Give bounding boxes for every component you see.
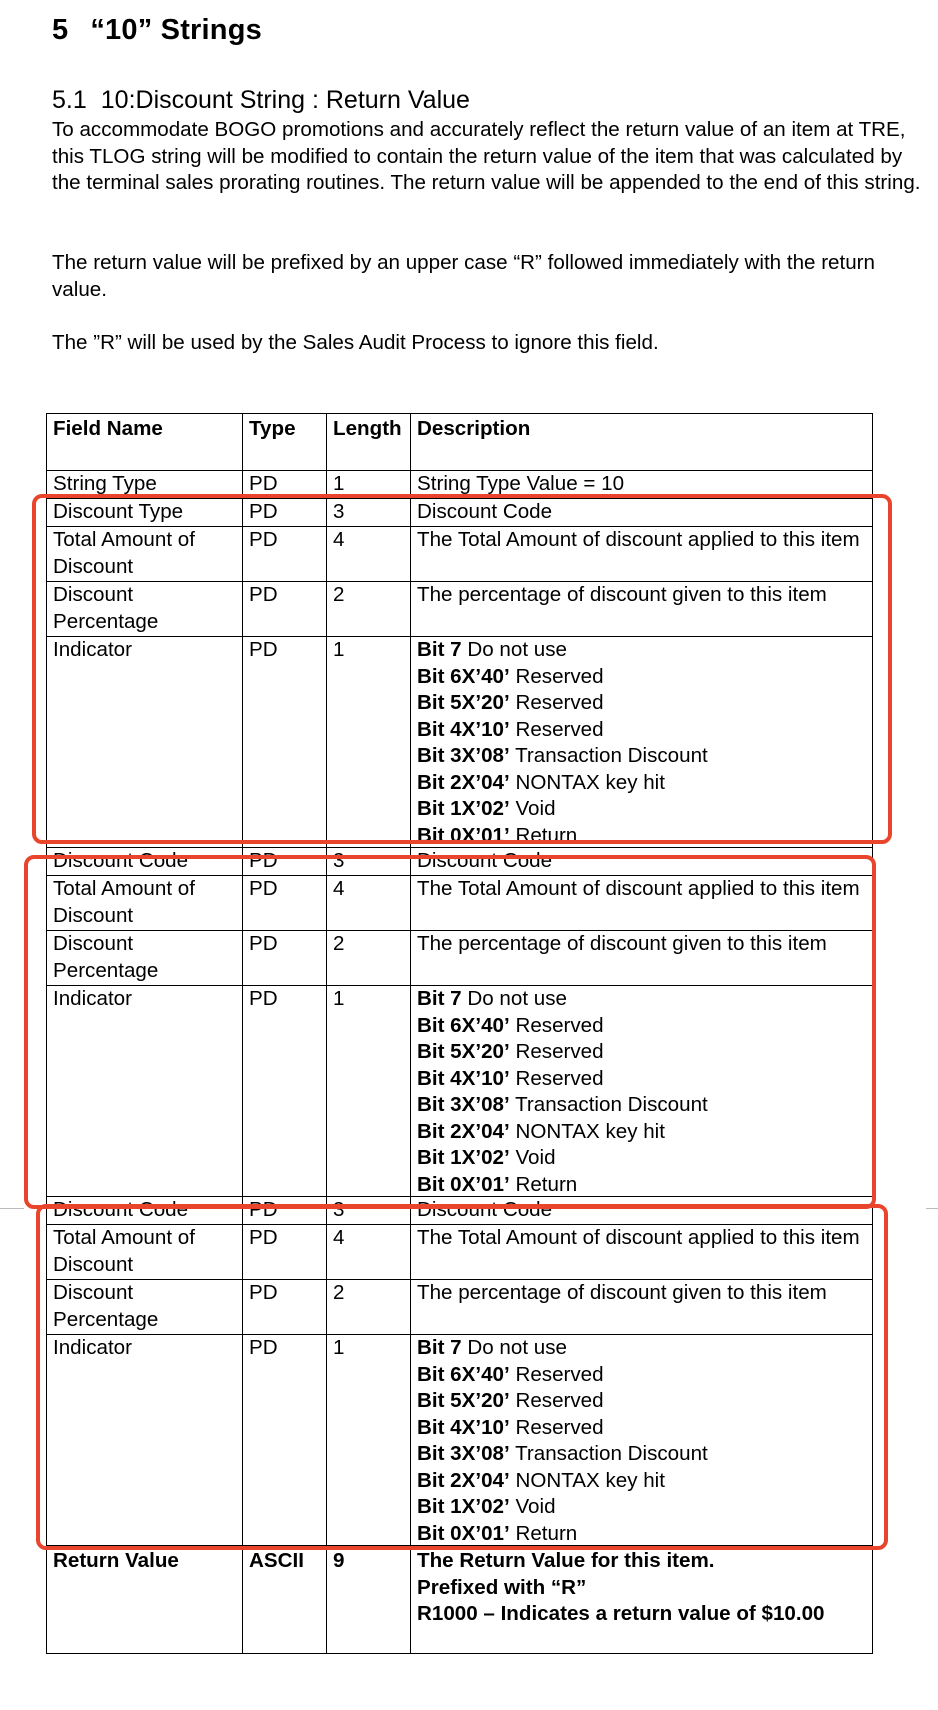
bit-meaning: Transaction Discount	[509, 1442, 708, 1465]
percentage-row	[47, 581, 872, 636]
bit-meaning: Do not use	[461, 638, 567, 661]
section-title: “10” Strings	[90, 14, 262, 46]
field-name-cell: Indicator	[53, 638, 132, 661]
field-name-cell: Discount Percentage	[53, 932, 159, 982]
field-name-cell: Discount Percentage	[53, 1281, 159, 1331]
field-name-cell: Indicator	[53, 1336, 132, 1359]
prefix-paragraph: The return value will be prefixed by an upper case “R” followed immediately with the return value.	[52, 251, 875, 301]
subsection-heading	[52, 86, 470, 115]
bit-label: Bit 1X’02’	[417, 1495, 510, 1518]
description-cell: The Total Amount of discount applied to this item	[410, 876, 871, 930]
length-cell: 3	[326, 848, 410, 875]
discount-code-row	[47, 498, 872, 526]
total-amount-row	[47, 526, 872, 581]
length-cell: 3	[326, 499, 410, 526]
bit-meaning: Reserved	[509, 1415, 604, 1439]
bit-label: Bit 1X’02’	[417, 1146, 510, 1169]
indicator-bit-line	[417, 717, 871, 744]
indicator-bit-line	[417, 1013, 871, 1040]
description-cell: Discount Code	[410, 499, 871, 526]
table-header-row	[47, 414, 872, 470]
header-length: Length	[326, 414, 410, 470]
bit-label: Bit 0X’01’	[417, 823, 510, 847]
indicator-bit-line	[417, 637, 871, 664]
return-desc-line: R1000 – Indicates a return value of $10.00	[417, 1602, 825, 1625]
bit-meaning: Reserved	[509, 1066, 604, 1090]
bit-meaning: Return	[509, 823, 578, 847]
bit-label: Bit 0X’01’	[417, 1521, 510, 1545]
return-value-row	[47, 1545, 872, 1653]
indicator-bit-line	[417, 1172, 871, 1197]
table-row	[47, 470, 872, 498]
header-type: Type	[242, 414, 326, 470]
total-amount-row	[47, 1224, 872, 1279]
bit-meaning: Void	[509, 1146, 556, 1169]
bit-label: Bit 2X’04’	[417, 1119, 510, 1143]
bit-label: Bit 7	[417, 638, 462, 661]
bit-label: Bit 5X’20’	[417, 1040, 510, 1063]
indicator-bit-line	[417, 664, 871, 691]
bit-label: Bit 3X’08’	[417, 1442, 510, 1465]
field-name-cell: Total Amount of Discount	[53, 1226, 195, 1276]
length-cell: 1	[326, 986, 410, 1196]
indicator-bit-line	[417, 743, 871, 770]
return-desc-line: Prefixed with “R”	[417, 1575, 587, 1599]
subsection-title: 10:Discount String : Return Value	[100, 86, 470, 114]
bit-meaning: Reserved	[509, 1389, 604, 1412]
type-cell: PD	[242, 637, 326, 847]
bit-meaning: Transaction Discount	[509, 744, 708, 767]
bit-label: Bit 3X’08’	[417, 1093, 510, 1116]
indicator-bit-line	[417, 1362, 871, 1389]
header-field-name: Field Name	[53, 417, 163, 440]
indicator-bit-line	[417, 690, 871, 717]
type-cell: PD	[242, 1225, 326, 1279]
section-heading	[52, 14, 262, 47]
description-cell: The percentage of discount given to this item	[410, 931, 871, 985]
discount-code-row	[47, 847, 872, 875]
length-cell: 4	[326, 876, 410, 930]
type-cell: PD	[242, 1197, 326, 1224]
description-cell	[410, 637, 871, 847]
bit-meaning: NONTAX key hit	[509, 1468, 665, 1492]
header-description: Description	[410, 414, 871, 470]
description-cell: The Total Amount of discount applied to this item	[410, 527, 871, 581]
bit-meaning: NONTAX key hit	[509, 770, 665, 794]
description-cell	[410, 1335, 871, 1545]
length-cell: 1	[326, 637, 410, 847]
type-cell: PD	[242, 986, 326, 1196]
field-name-cell: Total Amount of Discount	[53, 528, 195, 578]
length-cell: 2	[326, 1280, 410, 1334]
indicator-row	[47, 1334, 872, 1545]
bit-meaning: Do not use	[461, 1336, 567, 1359]
indicator-bit-line	[417, 823, 871, 848]
type-cell: PD	[242, 527, 326, 581]
indicator-bit-line	[417, 1335, 871, 1362]
indicator-row	[47, 636, 872, 847]
bit-label: Bit 4X’10’	[417, 1066, 510, 1090]
description-cell: Discount Code	[410, 848, 871, 875]
type-cell: PD	[242, 848, 326, 875]
intro-paragraph: To accommodate BOGO promotions and accurately reflect the return value of an item at TRE, this TLOG string will be modified to contain the return value of the item that was calculated by the terminal sales prorating routines. The return value will be appended to the end of this string.	[52, 118, 921, 194]
bit-meaning: Return	[509, 1521, 578, 1545]
type-cell: PD	[242, 931, 326, 985]
field-name-cell: Discount Percentage	[53, 583, 159, 633]
indicator-bit-line	[417, 770, 871, 797]
type-cell: ASCII	[242, 1546, 326, 1653]
indicator-bit-line	[417, 1415, 871, 1442]
field-name-cell: Total Amount of Discount	[53, 877, 195, 927]
indicator-bit-line	[417, 1066, 871, 1093]
description-cell	[410, 986, 871, 1196]
field-name-cell: Discount Code	[53, 1198, 189, 1221]
bit-meaning: Reserved	[509, 1040, 604, 1063]
field-name-cell: Return Value	[53, 1549, 179, 1572]
bit-label: Bit 2X’04’	[417, 770, 510, 794]
section-number: 5	[52, 14, 69, 46]
length-cell: 4	[326, 527, 410, 581]
field-name-cell: Discount Code	[53, 849, 189, 872]
indicator-bit-line	[417, 1092, 871, 1119]
discount-code-row	[47, 1196, 872, 1224]
bit-label: Bit 2X’04’	[417, 1468, 510, 1492]
indicator-bit-line	[417, 1494, 871, 1521]
bit-label: Bit 7	[417, 1336, 462, 1359]
bit-label: Bit 6X’40’	[417, 664, 510, 688]
indicator-bit-line	[417, 1039, 871, 1066]
bit-meaning: Void	[509, 1495, 556, 1518]
type-cell: PD	[242, 1280, 326, 1334]
description-cell: Discount Code	[410, 1197, 871, 1224]
bit-meaning: Reserved	[509, 664, 604, 688]
length-cell: 2	[326, 931, 410, 985]
bit-label: Bit 6X’40’	[417, 1013, 510, 1037]
length-cell: 1	[326, 1335, 410, 1545]
field-name-cell: String Type	[53, 472, 157, 495]
description-cell: The percentage of discount given to this item	[410, 582, 871, 636]
type-cell: PD	[242, 582, 326, 636]
type-cell: PD	[242, 471, 326, 498]
audit-paragraph: The ”R” will be used by the Sales Audit Process to ignore this field.	[52, 331, 659, 354]
bit-meaning: Reserved	[509, 1013, 604, 1037]
bit-meaning: Reserved	[509, 691, 604, 714]
length-cell: 1	[326, 471, 410, 498]
bit-label: Bit 5X’20’	[417, 691, 510, 714]
indicator-bit-line	[417, 1468, 871, 1495]
bit-meaning: NONTAX key hit	[509, 1119, 665, 1143]
subsection-number: 5.1	[52, 86, 87, 114]
bit-label: Bit 4X’10’	[417, 1415, 510, 1439]
field-name-cell: Indicator	[53, 987, 132, 1010]
percentage-row	[47, 1279, 872, 1334]
description-cell: The Total Amount of discount applied to this item	[410, 1225, 871, 1279]
length-cell: 2	[326, 582, 410, 636]
indicator-bit-line	[417, 1388, 871, 1415]
indicator-bit-line	[417, 1119, 871, 1146]
bit-label: Bit 7	[417, 987, 462, 1010]
bit-label: Bit 6X’40’	[417, 1362, 510, 1386]
bit-label: Bit 5X’20’	[417, 1389, 510, 1412]
indicator-bit-line	[417, 1441, 871, 1468]
indicator-bit-line	[417, 796, 871, 823]
indicator-bit-line	[417, 986, 871, 1013]
total-amount-row	[47, 875, 872, 930]
type-cell: PD	[242, 499, 326, 526]
type-cell: PD	[242, 1335, 326, 1545]
indicator-row	[47, 985, 872, 1196]
field-table	[46, 413, 873, 1654]
field-name-cell: Discount Type	[53, 500, 184, 523]
length-cell: 9	[326, 1546, 410, 1653]
bit-meaning: Reserved	[509, 1362, 604, 1386]
bit-meaning: Transaction Discount	[509, 1093, 708, 1116]
length-cell: 3	[326, 1197, 410, 1224]
description-cell: String Type Value = 10	[410, 471, 871, 498]
bit-label: Bit 4X’10’	[417, 717, 510, 741]
bit-meaning: Return	[509, 1172, 578, 1196]
bit-label: Bit 3X’08’	[417, 744, 510, 767]
discount-groups	[47, 498, 872, 1545]
percentage-row	[47, 930, 872, 985]
description-cell: The percentage of discount given to this item	[410, 1280, 871, 1334]
return-desc-line: The Return Value for this item.	[417, 1549, 715, 1572]
bit-label: Bit 0X’01’	[417, 1172, 510, 1196]
bit-meaning: Reserved	[509, 717, 604, 741]
bit-meaning: Void	[509, 797, 556, 820]
type-cell: PD	[242, 876, 326, 930]
page-break-rule-left	[0, 1208, 24, 1209]
bit-label: Bit 1X’02’	[417, 797, 510, 820]
bit-meaning: Do not use	[461, 987, 567, 1010]
description-cell	[410, 1546, 871, 1653]
indicator-bit-line	[417, 1521, 871, 1546]
page-break-rule-right	[926, 1208, 938, 1209]
length-cell: 4	[326, 1225, 410, 1279]
indicator-bit-line	[417, 1145, 871, 1172]
